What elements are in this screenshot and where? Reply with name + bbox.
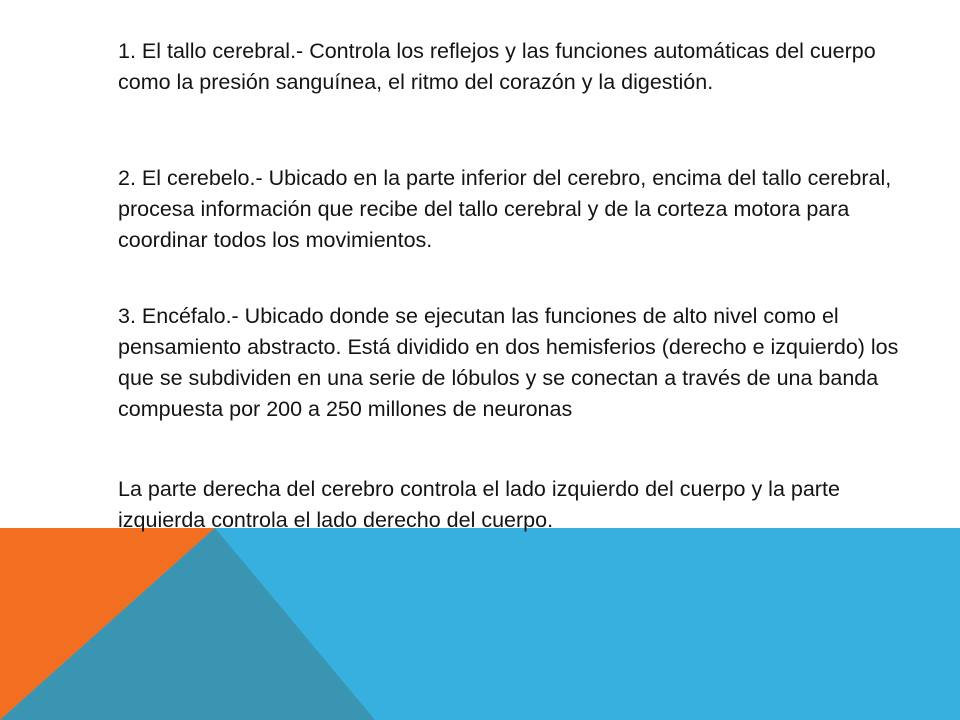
paragraph-encefalo: 3. Encéfalo.- Ubicado donde se ejecutan las funciones de alto nivel como el pensamiento abstracto. Está dividido en dos hemisferios (derecho e izquierdo) los que se subdividen en una serie de lóbulos y se conectan a través de una banda compuesta por 200 a 250 millones de neuronas — [118, 304, 899, 421]
paragraph-tallo-cerebral: 1. El tallo cerebral.- Controla los reflejos y las funciones automáticas del cuerpo como la presión sanguínea, el ritmo del corazón y la digestión. — [118, 39, 876, 94]
paragraph-cerebelo: 2. El cerebelo.- Ubicado en la parte inferior del cerebro, encima del tallo cerebral, procesa información que recibe del tallo cerebral y de la corteza motora para coordinar todos los movimientos. — [118, 166, 892, 252]
paragraph-hemisferios-control: La parte derecha del cerebro controla el lado izquierdo del cuerpo y la parte izquierda controla el lado derecho del cuerpo. — [118, 477, 840, 532]
